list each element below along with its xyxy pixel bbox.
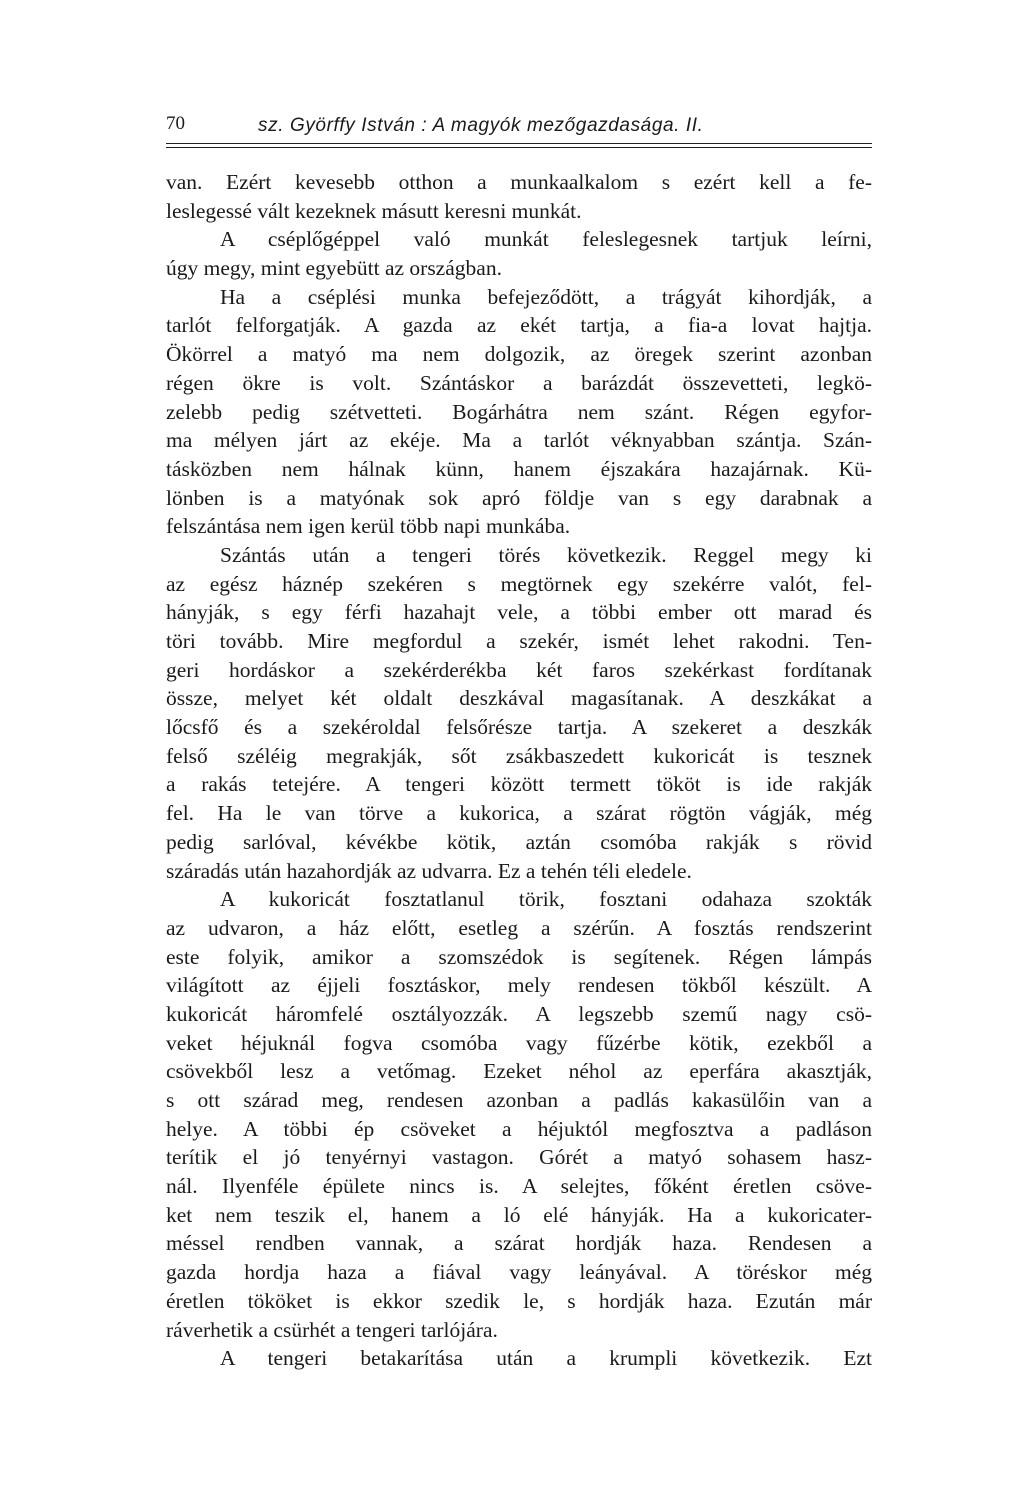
text-line: száradás után hazahordják az udvarra. Ez a tehén téli eledele. [166,858,692,883]
text-line: töri tovább. Mire megfordul a szekér, ismét lehet rakodni. Ten- [166,629,872,653]
text-line: össze, melyet két oldalt deszkával magasítanak. A deszkákat a [166,686,872,711]
text-line: ma mélyen járt az ekéje. Ma a tarlót véknyabban szántja. Szán- [166,428,872,453]
text-line: hányják, s egy férfi hazahajt vele, a többi ember ott marad és [166,600,872,625]
text-line: veket héjuknál fogva csomóba vagy fűzérbe kötik, ezekből a [166,1030,872,1055]
text-line: csövekből lesz a vetőmag. Ezeket néhol az eperfára akasztják, [166,1059,872,1084]
text-line: az udvaron, a ház előtt, esetleg a szérűn. A fosztás rendszerint [166,915,872,940]
text-line: terítik el jó tenyérnyi vastagon. Górét a matyó sohasem hasz- [166,1145,872,1170]
text-line: az egész háznép szekéren s megtörnek egy szekérre valót, fel- [166,571,872,596]
text-line: lőcsfő és a szekéroldal felsőrésze tartja. A szekeret a deszkák [166,715,872,740]
text-line: a rakás tetejére. A tengeri között termett tököt is ide rakják [166,772,872,797]
text-line: gazda hordja haza a fiával vagy leányával. A töréskor még [166,1260,872,1285]
text-line: nál. Ilyenféle épülete nincs is. A selejtes, főként éretlen csöve- [166,1174,872,1199]
text-line: este folyik, amikor a szomszédok is segítenek. Régen lámpás [166,944,872,969]
text-line: felszántása nem igen kerül több napi munkába. [166,514,571,539]
text-line: Szántás után a tengeri törés következik. Reggel megy ki [220,542,872,567]
text-line: tásközben nem hálnak künn, hanem éjszakára hazajárnak. Kü- [166,456,872,481]
text-line: kukoricát háromfelé osztályozzák. A legszebb szemű nagy csö- [166,1001,872,1026]
text-line: helye. A többi ép csöveket a héjuktól megfosztva a padláson [166,1116,872,1141]
text-line: zelebb pedig szétvetteti. Bogárhátra nem szánt. Régen egyfor- [166,399,872,424]
text-line: ket nem teszik el, hanem a ló elé hányják. Ha a kukoricater- [166,1202,872,1227]
text-line: geri hordáskor a szekérderékba két faros szekérkast fordítanak [166,657,872,682]
text-line: világított az éjjeli fosztáskor, mely rendesen tökből készült. A [166,973,872,998]
page-header [166,113,872,145]
text-line: A tengeri betakarítása után a krumpli következik. Ezt [220,1346,872,1371]
text-line: ráverhetik a csürhét a tengeri tarlójára. [166,1317,498,1342]
header-rule-top [166,143,872,144]
text-line: tarlót felforgatják. A gazda az ekét tartja, a fia-a lovat hajtja. [166,313,872,338]
text-line: A cséplőgéppel való munkát feleslegesnek tartjuk leírni, [220,227,872,252]
text-line: Ha a cséplési munka befejeződött, a trágyát kihordják, a [220,284,872,309]
text-line: régen ökre is volt. Szántáskor a barázdát összevetteti, legkö- [166,370,872,395]
text-line: leslegessé vált kezeknek másutt keresni munkát. [166,198,582,223]
running-title: sz. Györffy István : A magyók mezőgazdasága. II. [258,115,704,136]
text-line: A kukoricát fosztatlanul törik, fosztani odahaza szokták [220,887,872,912]
text-line: úgy megy, mint egyebütt az országban. [166,256,502,281]
text-line: s ott szárad meg, rendesen azonban a padlás kakasülőin van a [166,1088,872,1112]
text-line: felső széléig megrakják, sőt zsákbaszedett kukoricát is tesznek [166,743,872,768]
page-number: 70 [166,113,185,134]
text-line: van. Ezért kevesebb otthon a munkaalkalom s ezért kell a fe- [166,170,872,194]
text-line: lönben is a matyónak sok apró földje van s egy darabnak a [166,485,872,510]
text-line: pedig sarlóval, kévékbe kötik, aztán csomóba rakják s rövid [166,829,872,854]
body-text [166,168,872,1373]
text-line: éretlen tököket is ekkor szedik le, s hordják haza. Ezután már [166,1288,872,1313]
text-line: méssel rendben vannak, a szárat hordják haza. Rendesen a [166,1231,872,1256]
header-rule-bottom [166,147,872,148]
text-line: fel. Ha le van törve a kukorica, a szárat rögtön vágják, még [166,801,872,826]
text-line: Ökörrel a matyó ma nem dolgozik, az öregek szerint azonban [166,342,872,367]
